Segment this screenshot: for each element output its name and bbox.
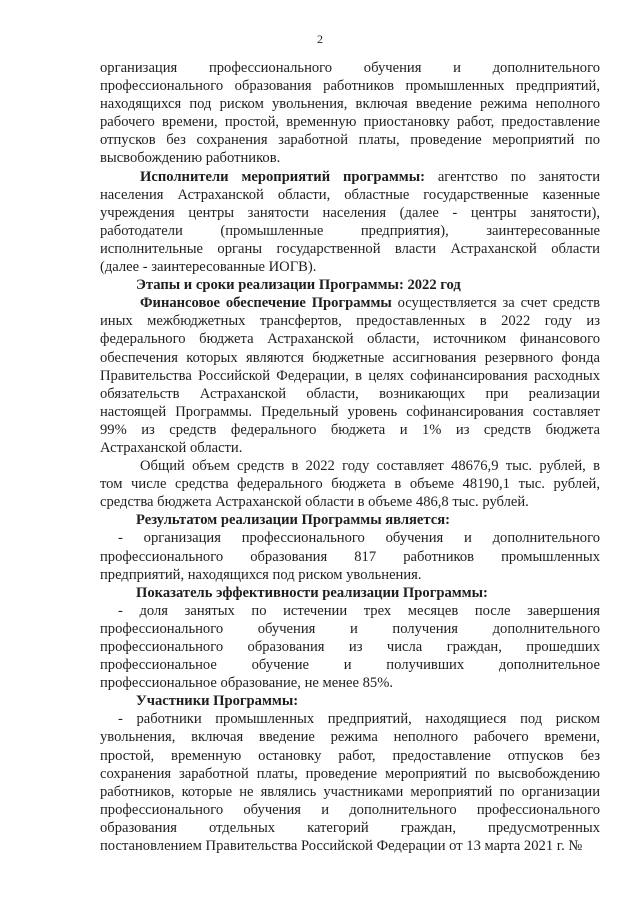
text-line xyxy=(100,294,600,312)
text-line: иных межбюджетных трансфертов, предоставленных в 2022 году из xyxy=(100,313,600,330)
text-line: постановлением Правительства Российской Федерации от 13 марта 2021 г. № xyxy=(100,838,583,855)
executors-text: агентство по занятости xyxy=(424,168,600,185)
text-line: профессионального образования работников промышленных предприятий, xyxy=(100,78,600,95)
indicator-heading: Показатель эффективности реализации Программы: xyxy=(136,584,488,601)
text-line: простой, временную остановку работ, предоставление отпусков без xyxy=(100,747,600,764)
results-heading: Результатом реализации Программы является: xyxy=(136,512,450,529)
paragraph-indicator xyxy=(100,584,600,693)
text-line: - доля занятых по истечении трех месяцев после завершения xyxy=(118,602,600,619)
text-line: профессионального обучения и дополнительного профессионального xyxy=(100,801,600,818)
participants-heading: Участники Программы: xyxy=(136,693,299,710)
stages-heading: Этапы и сроки реализации Программы: 2022 год xyxy=(136,277,461,294)
financing-text: осуществляется за счет средств xyxy=(391,295,600,312)
paragraph-results xyxy=(100,511,600,583)
text-line xyxy=(100,168,600,186)
financing-label: Финансовое обеспечение Программы xyxy=(140,295,392,312)
text-line: населения Астраханской области, областные государственные казенные xyxy=(100,186,600,203)
text-line: Общий объем средств в 2022 году составляет 48676,9 тыс. рублей, в xyxy=(140,458,600,475)
text-line: работодатели (промышленные предприятия), заинтересованные xyxy=(100,222,600,239)
text-line: профессиональное образование, не менее 85%. xyxy=(100,675,394,692)
page-number: 2 xyxy=(317,32,323,46)
text-line: Правительства Российской Федерации, в целях софинансирования расходных xyxy=(100,367,600,384)
text-line: предприятий, находящихся под риском увольнения. xyxy=(100,566,422,583)
text-line: обеспечения которых являются бюджетные ассигнования резервного фонда xyxy=(100,349,600,366)
text-line: - организация профессионального обучения и дополнительного xyxy=(118,530,600,547)
text-line: - работники промышленных предприятий, находящиеся под риском xyxy=(118,711,600,728)
text-line: исполнительные органы государственной власти Астраханской области xyxy=(100,240,600,257)
text-line: работников, которые не являлись участниками мероприятий по организации xyxy=(100,783,600,800)
text-line: обязательств Астраханской области, возникающих при реализации xyxy=(100,385,600,402)
text-line: настоящей Программы. Предельный уровень софинансирования составляет xyxy=(100,403,600,420)
text-line: рабочего времени, простой, временную приостановку работ, предоставление xyxy=(100,114,600,131)
paragraph-volume xyxy=(100,457,600,511)
text-line: Астраханской области. xyxy=(100,439,243,456)
text-line: профессионального образования 817 работников промышленных xyxy=(100,548,600,565)
text-line: организация профессионального обучения и дополнительного xyxy=(100,60,600,76)
text-line: отпусков без сохранения заработной платы, проведение мероприятий по xyxy=(100,132,600,149)
text-line: увольнения, включая введение режима неполного рабочего времени, xyxy=(100,729,600,746)
text-line: (далее - заинтересованные ИОГВ). xyxy=(100,259,317,276)
text-line: находящихся под риском увольнения, включая введение режима неполного xyxy=(100,96,600,113)
text-line: образования отдельных категорий граждан, предусмотренных xyxy=(100,819,600,836)
text-line: учреждения центры занятости населения (далее - центры занятости), xyxy=(100,204,600,221)
text-line: профессионального образования из числа граждан, прошедших xyxy=(100,639,600,655)
paragraph-financing xyxy=(100,294,600,457)
paragraph-intro-continuation xyxy=(100,59,600,168)
text-line: средства бюджета Астраханской области в объеме 486,8 тыс. рублей. xyxy=(100,494,529,511)
paragraph-participants xyxy=(100,692,600,855)
text-line: сохранения заработной платы, проведение мероприятий по высвобождению xyxy=(100,765,600,782)
paragraph-executors xyxy=(100,168,600,277)
text-line: высвобождению работников. xyxy=(100,150,281,167)
executors-label: Исполнители мероприятий программы: xyxy=(140,168,425,185)
text-line: том числе средства федерального бюджета в объеме 48190,1 тыс. рублей, xyxy=(100,476,600,493)
text-line: 99% из средств федерального бюджета и 1% из средств бюджета xyxy=(100,421,600,438)
document-body xyxy=(100,59,600,855)
text-line: профессиональное обучение и получивших дополнительное xyxy=(100,657,600,674)
text-line: профессионального обучения и получения дополнительного xyxy=(100,620,600,637)
text-line: федерального бюджета Астраханской области, источником финансового xyxy=(100,331,600,348)
